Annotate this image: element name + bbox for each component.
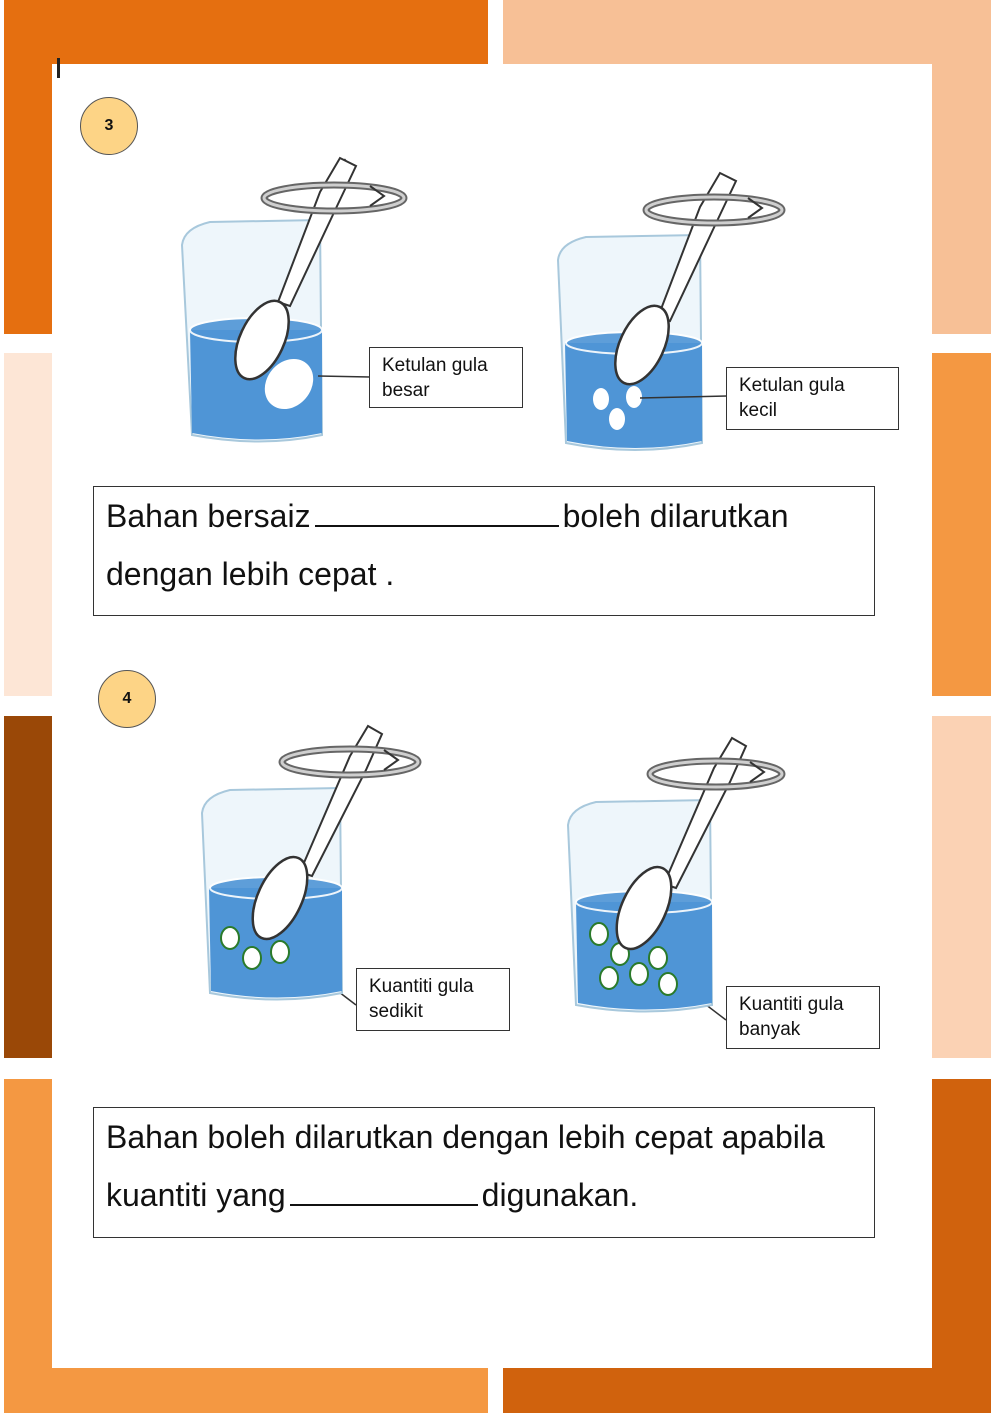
statement-text: kuantiti yang (106, 1177, 286, 1213)
statement-line (106, 487, 862, 545)
statement-line (106, 1166, 862, 1224)
statement-line: Bahan boleh dilarutkan dengan lebih cepat apabila (106, 1119, 825, 1155)
label-line: Ketulan gula (739, 375, 845, 396)
label-line: Ketulan gula (382, 355, 488, 376)
question-number-badge: 4 (98, 670, 156, 728)
statement-text: Bahan bersaiz (106, 498, 311, 534)
label-line: sedikit (369, 1001, 423, 1022)
answer-blank[interactable] (315, 495, 559, 527)
label-line: besar (382, 380, 430, 401)
label-small-sugar (726, 367, 899, 430)
statement-box-q3 (93, 486, 875, 616)
question-number-badge: 3 (80, 97, 138, 155)
statement-box-q4 (93, 1107, 875, 1238)
statement-line: dengan lebih cepat . (106, 556, 395, 592)
label-few-sugar (356, 968, 510, 1031)
label-large-sugar (369, 347, 523, 408)
label-line: Kuantiti gula (739, 994, 844, 1015)
label-line: Kuantiti gula (369, 976, 474, 997)
statement-text: digunakan. (481, 1177, 639, 1213)
label-many-sugar (726, 986, 880, 1049)
beaker-many-sugar-illustration (560, 730, 810, 1030)
label-line: kecil (739, 400, 778, 421)
label-line: banyak (739, 1019, 801, 1040)
answer-blank[interactable] (290, 1174, 478, 1206)
statement-text: boleh dilarutkan (562, 498, 789, 534)
